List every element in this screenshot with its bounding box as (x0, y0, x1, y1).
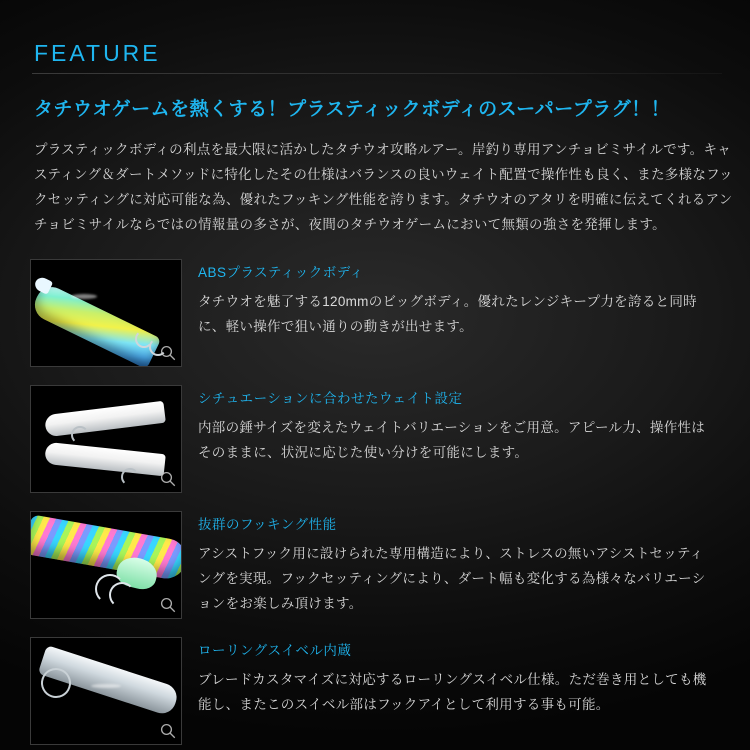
feature-description: ブレードカスタマイズに対応するローリングスイベル仕様。ただ巻き用としても機能し、またこのスイベル部はフックアイとして利用する事も可能。 (198, 672, 707, 712)
feature-description: 内部の錘サイズを変えたウェイトバリエーションをご用意。アピール力、操作性はそのままに、状況に応じた使い分けを可能にします。 (198, 420, 706, 460)
headline: タチウオゲームを熱くする！プラスティックボディのスーパープラグ！！ (34, 99, 671, 120)
magnifier-icon[interactable] (159, 596, 177, 614)
feature-title: 抜群のフッキング性能 (198, 517, 337, 532)
feature-title: シチュエーションに合わせたウェイト設定 (198, 391, 463, 406)
feature-description: アシストフック用に設けられた専用構造により、ストレスの無いアシストセッティングを実現。フックセッティングにより、ダート幅も変化する為様々なバリエーションをお楽しみ頂けます。 (198, 546, 706, 611)
magnifier-icon[interactable] (159, 470, 177, 488)
list-item (30, 637, 720, 745)
feature-title: ABSプラスティックボディ (198, 265, 364, 280)
holographic-lure-photo[interactable] (30, 259, 182, 367)
striped-lure-with-hook-photo[interactable] (30, 511, 182, 619)
list-item (30, 259, 720, 367)
rolling-swivel-closeup-photo[interactable] (30, 637, 182, 745)
list-item (30, 511, 720, 619)
feature-list (30, 259, 720, 745)
feature-text-block (198, 511, 714, 616)
feature-description: タチウオを魅了する120mmのビッグボディ。優れたレンジキープ力を誇ると同時に、軽い操作で狙い通りの動きが出せます。 (198, 294, 697, 334)
feature-text-block (198, 385, 714, 465)
two-white-lures-photo[interactable] (30, 385, 182, 493)
title-divider (32, 73, 722, 74)
page-title: FEATURE (34, 40, 161, 66)
magnifier-icon[interactable] (159, 344, 177, 362)
feature-text-block (198, 637, 714, 717)
lead-paragraph: プラスティックボディの利点を最大限に活かしたタチウオ攻略ルアー。岸釣り専用アンチョビミサイルです。キャスティング＆ダートメソッドに特化したその仕様はバランスの良いウェイト配置で操作性も良く、また多様なフックセッティングに対応可能な為、優れたフッキング性能を誇ります。タチウオのアタリを明確に伝えてくれるアンチョビミサイルならではの情報量の多さが、夜間のタチウオゲームにおいて無類の強さを発揮します。 (34, 142, 733, 232)
feature-title: ローリングスイベル内蔵 (198, 643, 352, 658)
list-item (30, 385, 720, 493)
feature-text-block (198, 259, 714, 339)
magnifier-icon[interactable] (159, 722, 177, 740)
